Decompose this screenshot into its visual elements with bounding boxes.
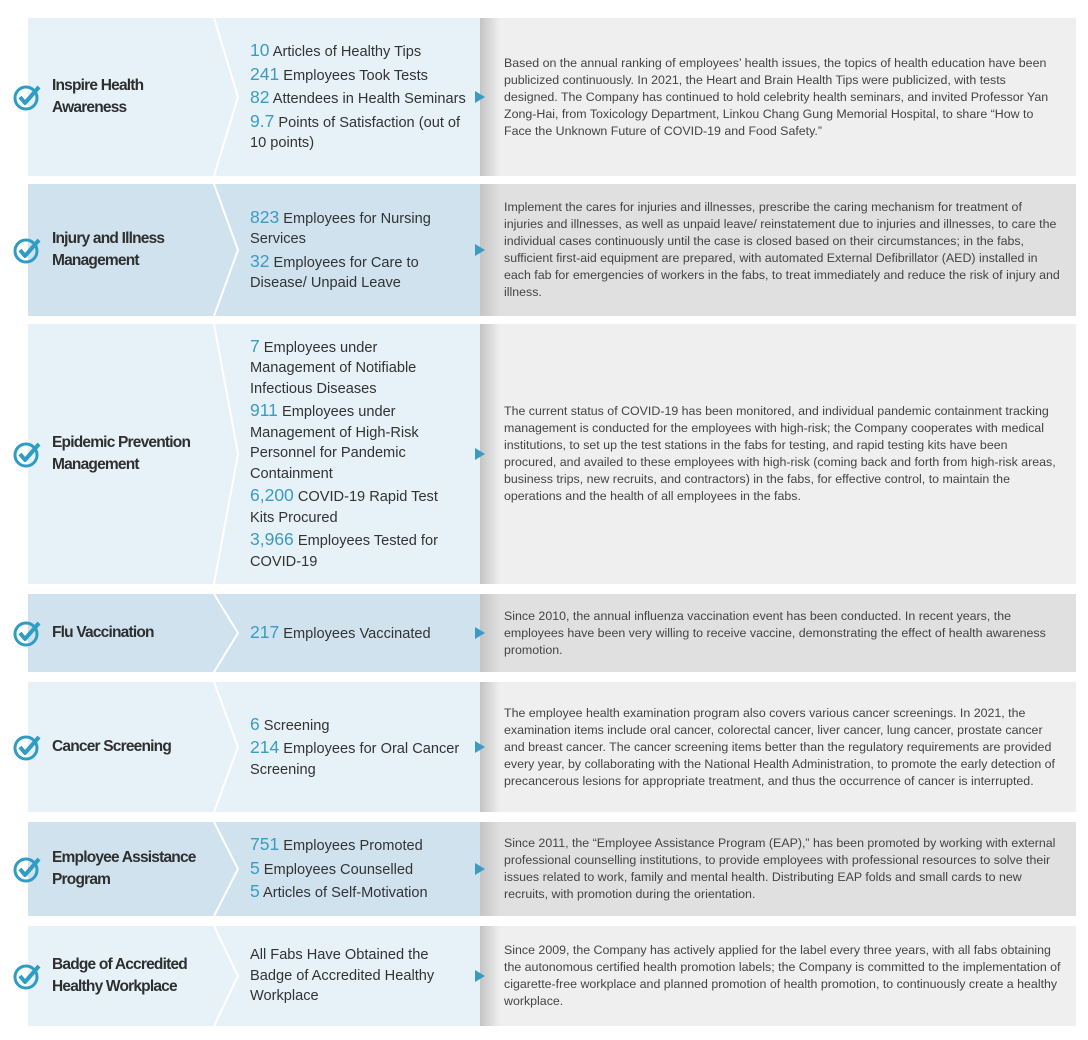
stat-item	[250, 834, 428, 857]
row-title: Employee Assistance Program	[52, 849, 196, 888]
check-circle-icon	[12, 235, 42, 265]
arrow-right-icon	[475, 741, 485, 753]
row-cancer-screening	[28, 682, 1076, 812]
row-stats-cell	[214, 682, 480, 812]
row-title: Cancer Screening	[52, 738, 172, 755]
row-description-cell	[480, 682, 1076, 812]
row-stats-cell	[214, 324, 480, 584]
stat-number: 3,966	[250, 529, 294, 550]
check-circle-icon	[12, 82, 42, 112]
stats-list	[250, 206, 466, 295]
stat-item	[250, 945, 466, 1007]
stat-item	[250, 858, 428, 881]
stat-number: 751	[250, 834, 280, 855]
arrow-right-icon	[475, 448, 485, 460]
row-title: Epidemic Prevention Management	[52, 434, 191, 473]
stat-number: 6,200	[250, 485, 294, 506]
stat-text: Employees Tested for COVID-19	[250, 533, 438, 570]
stat-number: 5	[250, 881, 260, 902]
stats-list	[250, 944, 466, 1008]
stat-text: Screening	[263, 717, 330, 734]
stat-text: Articles of Healthy Tips	[272, 44, 422, 61]
stat-text: All Fabs Have Obtained the Badge of Accredited Healthy Workplace	[250, 947, 435, 1005]
row-stats-cell	[214, 184, 480, 316]
row-stats-cell	[214, 594, 480, 672]
row-title-cell	[28, 184, 214, 316]
stat-text: Employees for Oral Cancer Screening	[250, 741, 460, 778]
row-description-cell	[480, 594, 1076, 672]
stat-text: Employees Promoted	[283, 838, 423, 855]
stat-item	[250, 40, 466, 63]
stat-text: Employees under Management of High-Risk Personnel for Pandemic Containment	[250, 404, 419, 482]
stat-number: 9.7	[250, 110, 275, 131]
stats-list	[250, 335, 466, 574]
stat-number: 5	[250, 857, 260, 878]
stat-item	[250, 111, 466, 154]
row-description-cell	[480, 324, 1076, 584]
stat-text: Articles of Self-Motivation	[262, 885, 428, 902]
stat-text: Employees for Care to Disease/ Unpaid Leave	[250, 254, 419, 291]
row-description: The employee health examination program also covers various cancer screenings. In 2021, the examination items include oral cancer, colorectal cancer, liver cancer, lung cancer, prostate cancer and breast cancer. The cancer screening items better than the regulatory requirements are provided every year, by collaborating with the National Health Administration, to promote the early detection of precancerous lesions for appropriate treatment, and thus the occurrence of cancer is interrupted.	[504, 705, 1055, 788]
row-injury-illness-management	[28, 184, 1076, 316]
stat-text: Points of Satisfaction (out of 10 points)	[250, 114, 461, 152]
row-title: Badge of Accredited Healthy Workplace	[52, 956, 187, 995]
arrow-right-icon	[475, 627, 485, 639]
row-title: Injury and Illness Management	[52, 230, 165, 269]
stat-item	[250, 251, 466, 294]
stats-list	[250, 833, 428, 905]
row-description-cell	[480, 18, 1076, 176]
stat-number: 214	[250, 737, 280, 758]
stat-number: 32	[250, 250, 270, 271]
row-title-cell	[28, 926, 214, 1026]
stat-item	[250, 485, 466, 528]
check-circle-icon	[12, 618, 42, 648]
row-description-cell	[480, 822, 1076, 916]
stat-item	[250, 64, 466, 87]
stat-item	[250, 881, 428, 904]
row-description-cell	[480, 184, 1076, 316]
arrow-right-icon	[475, 91, 485, 103]
stat-item	[250, 529, 466, 572]
row-employee-assistance-program	[28, 822, 1076, 916]
stat-number: 82	[250, 87, 270, 108]
stat-item	[250, 714, 466, 737]
stat-number: 911	[250, 400, 278, 421]
row-badge-accredited-healthy-workplace	[28, 926, 1076, 1026]
stat-item	[250, 622, 431, 645]
row-description: Since 2009, the Company has actively applied for the label every three years, with all fabs obtaining the autonomous certified health promotion labels; the Company is committed to the implementation of cigarette-free workplace and planned promotion of health promotion, to continuously create a healthy workplace.	[504, 943, 1061, 1008]
stats-list	[250, 39, 466, 155]
stat-number: 7	[250, 335, 260, 356]
row-description: Based on the annual ranking of employees’ health issues, the topics of health education have been publicized continuously. In 2021, the Heart and Brain Health Tips were publicized, with tests designed. The Company has continued to hold celebrity health seminars, and invited Professor Yan Zong-Hai, from Toxicology Department, Linkou Chang Gung Memorial Hospital, to share “How to Face the Unknown Future of COVID-19 and Food Safety.”	[504, 55, 1049, 138]
row-stats-cell	[214, 822, 480, 916]
row-description: Implement the cares for injuries and illnesses, prescribe the caring mechanism for treatment of injuries and illnesses, as well as unpaid leave/ reinstatement due to injuries and illnesses, to care the individual cases continuously until the case is closed based on their circumstances; in the fabs, sufficient first-aid equipment are prepared, with automated External Defibrillator (AED) installed in each fab for emergencies of workers in the fabs, to treat immediately and reduce the risk of injury and illness.	[504, 200, 1060, 299]
check-circle-icon	[12, 732, 42, 762]
arrow-right-icon	[475, 244, 485, 256]
arrow-right-icon	[475, 970, 485, 982]
stat-item	[250, 87, 466, 110]
stat-text: COVID-19 Rapid Test Kits Procured	[250, 489, 438, 526]
stat-item	[250, 737, 466, 780]
stat-number: 823	[250, 206, 280, 227]
stat-text: Employees under Management of Notifiable Infectious Diseases	[250, 339, 417, 397]
row-title-cell	[28, 682, 214, 812]
stat-number: 241	[250, 63, 280, 84]
stats-list	[250, 713, 466, 782]
row-inspire-health-awareness	[28, 18, 1076, 176]
row-epidemic-prevention-management	[28, 324, 1076, 584]
check-circle-icon	[12, 854, 42, 884]
stat-text: Employees for Nursing Services	[250, 210, 431, 247]
stat-number: 10	[250, 40, 270, 61]
row-stats-cell	[214, 18, 480, 176]
row-title-cell	[28, 18, 214, 176]
stat-item	[250, 400, 466, 484]
check-circle-icon	[12, 961, 42, 991]
stat-text: Employees Counselled	[263, 861, 414, 878]
stat-text: Employees Took Tests	[283, 67, 428, 84]
check-circle-icon	[12, 439, 42, 469]
stat-number: 6	[250, 713, 260, 734]
row-flu-vaccination	[28, 594, 1076, 672]
stat-text: Employees Vaccinated	[283, 625, 431, 642]
stat-item	[250, 207, 466, 250]
arrow-right-icon	[475, 863, 485, 875]
row-description-cell	[480, 926, 1076, 1026]
row-title-cell	[28, 594, 214, 672]
stats-list	[250, 621, 431, 646]
stat-text: Attendees in Health Seminars	[272, 91, 466, 108]
stat-item	[250, 336, 466, 400]
stat-number: 217	[250, 621, 280, 642]
row-description: Since 2010, the annual influenza vaccination event has been conducted. In recent years, the employees have been very willing to receive vaccine, demonstrating the effect of health awareness promotion.	[504, 608, 1046, 657]
row-title: Flu Vaccination	[52, 624, 154, 641]
row-stats-cell	[214, 926, 480, 1026]
row-description: Since 2011, the “Employee Assistance Program (EAP),” has been promoted by working with external professional counselling institutions, to provide employees with professional resources to solve their issues related to work, family and mental health. Distributing EAP folds and small cards to new recruits, with promotion during the orientation.	[504, 836, 1056, 901]
row-description: The current status of COVID-19 has been monitored, and individual pandemic containment tracking management is conducted for the employees with high-risk; the Company cooperates with medical institutions, to set up the test stations in the fabs for testing, and rapid testing kits have been procured, and availed to these employees with high-risk (coming back and forth from high-risk areas, business trips, new recruits, and contractors) in the fabs, for effective control, to maintain the operations and the health of all employees in the fabs.	[504, 404, 1056, 503]
row-title-cell	[28, 324, 214, 584]
row-title-cell	[28, 822, 214, 916]
row-title: Inspire Health Awareness	[52, 77, 144, 116]
